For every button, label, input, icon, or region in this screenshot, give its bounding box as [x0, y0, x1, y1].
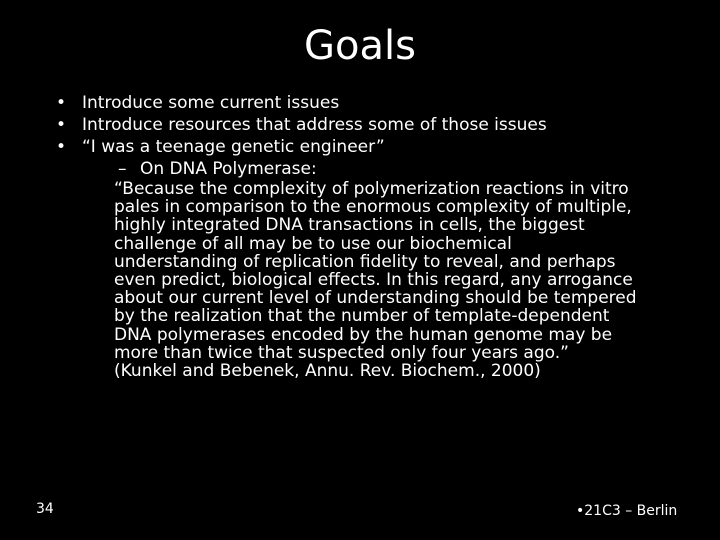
- bullet-marker: •: [56, 137, 67, 157]
- quote-line: even predict, biological effects. In this regard, any arrogance: [114, 269, 633, 290]
- bullet-item: [56, 136, 696, 158]
- sub-bullet-item: [118, 158, 696, 180]
- quote-line: by the realization that the number of template-dependent: [114, 306, 610, 327]
- footer-text: •21C3 – Berlin: [576, 503, 678, 519]
- quote-line: “Because the complexity of polymerization reactions in vitro: [114, 179, 629, 199]
- bullet-text: “I was a teenage genetic engineer”: [82, 137, 385, 157]
- quote-block: [114, 180, 696, 380]
- bullet-marker: •: [56, 93, 67, 113]
- sub-bullet-marker: –: [118, 159, 127, 179]
- bullet-text: Introduce resources that address some of those issues: [82, 115, 547, 135]
- quote-line: understanding of replication fidelity to reveal, and perhaps: [114, 251, 616, 272]
- quote-citation: (Kunkel and Bebenek, Annu. Rev. Biochem., 2000): [114, 360, 541, 381]
- quote-line: challenge of all may be to use our biochemical: [114, 233, 512, 254]
- bullet-list: [56, 92, 696, 380]
- bullet-text: Introduce some current issues: [82, 93, 340, 113]
- bullet-item: [56, 92, 696, 114]
- quote-line: pales in comparison to the enormous complexity of multiple,: [114, 197, 632, 218]
- bullet-item: [56, 114, 696, 136]
- slide-title: Goals: [304, 23, 416, 69]
- quote-line: more than twice that suspected only four years ago.”: [114, 342, 569, 363]
- quote-line: about our current level of understanding should be tempered: [114, 288, 637, 309]
- quote-line: highly integrated DNA transactions in cells, the biggest: [114, 215, 585, 236]
- sub-bullet-text: On DNA Polymerase:: [140, 159, 317, 179]
- quote-line: DNA polymerases encoded by the human genome may be: [114, 324, 613, 345]
- page-number: 34: [36, 501, 54, 517]
- bullet-marker: •: [56, 115, 67, 135]
